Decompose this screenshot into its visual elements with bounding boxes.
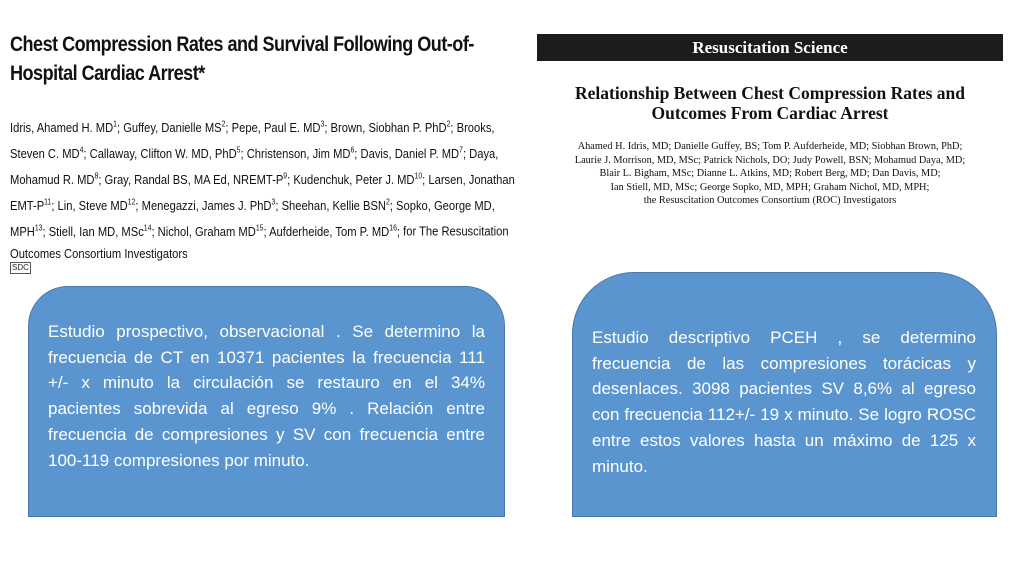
author-affiliation: 11 [44, 197, 52, 207]
left-summary-text: Estudio prospectivo, observacional . Se determino la frecuencia de CT en 10371 pacientes la frecuencia 111 +/- x minuto la circulación se restauro en el 34% pacientes sobrevida al egreso 9% . Relación entre frecuencia de compresiones y SV con frecuencia entre 100-119 compresiones por minuto. [48, 322, 485, 470]
left-article-authors [10, 114, 517, 266]
author-affiliation: 7 [459, 145, 463, 155]
left-consortium: for The Resuscitation Outcomes Consortium Investigators [10, 223, 509, 262]
author-name: Brooks, Steven C. MD [10, 120, 495, 162]
author-affiliation: 13 [34, 223, 43, 233]
author-affiliation: 10 [414, 171, 423, 181]
left-author-list: Idris, Ahamed H. $MD^1$; Guffey, Danielle $MS^2$; Pepe, Paul E. $MD^3$; Brown, Siobhan P. PhD$^2$; Brooks, Steven C. $MD^4$; Callaway, Clifton W. MD, PhD$^5$; Christenson, Jim $MD^6$; Davis, Daniel P. $MD^7$; Daya, Mohamud R. $MD^8$; Gray, Randal BS, MA Ed, NREMT-$P^9$; Kudenchuk, Peter J. MD$^{10}$; Larsen, Jonathan EMT-$P^{11}$; Lin, Steve MD$^{12}$; Menegazzi, James J. PhD$^3$; Sheehan, Kellie BSN$^2$; Sopko, George MD, MPH$^{13}$; Stiell, Ian MD, MSc$^{14}$; Nichol, Graham MD$^{15}$; Aufderheide, Tom P. MD$^{16}$; [10, 120, 515, 239]
author-affiliation: 2 [446, 120, 451, 129]
author-affiliation: 15 [255, 223, 264, 233]
author-name: Menegazzi, James J. PhD [141, 197, 272, 213]
author-name: Stiell, Ian MD, MSc [48, 223, 144, 239]
author-affiliation: 1 [113, 120, 117, 129]
author-affiliation: 9 [283, 171, 288, 181]
author-name: Larsen, Jonathan EMT-P [10, 171, 515, 213]
right-author-line: Laurie J. Morrison, MD, MSc; Patrick Nichols, DO; Judy Powell, BSN; Mohamud Daya, MD; [574, 154, 966, 166]
author-affiliation: 5 [236, 145, 241, 155]
right-author-line: Ahamed H. Idris, MD; Danielle Guffey, BS; Tom P. Aufderheide, MD; Siobhan Brown, PhD; [577, 141, 963, 152]
right-author-line: the Resuscitation Outcomes Consortium (ROC) Investigators [643, 195, 897, 206]
author-name: Idris, Ahamed H. MD [10, 120, 114, 136]
right-article-title: Relationship Between Chest Compression Rates and Outcomes From Cardiac Arrest [574, 83, 966, 123]
author-affiliation: 2 [221, 120, 226, 129]
right-author-line: Blair L. Bigham, MSc; Dianne L. Atkins, MD; Robert Berg, MD; Dan Davis, MD; [599, 168, 941, 179]
author-name: Nichol, Graham MD [157, 223, 256, 239]
right-summary-text: Estudio descriptivo PCEH , se determino frecuencia de las compresiones torácicas y desenlaces. 3098 pacientes SV 8,6% al egreso con frecuencia 112+/- 19 x minuto. Se logro ROSC entre estos valores hasta un máximo de 125 x minuto. [592, 328, 976, 476]
author-affiliation: 14 [143, 223, 152, 233]
author-name: Gray, Randal BS, MA Ed, NREMT-P [104, 171, 284, 187]
right-author-line: Ian Stiell, MD, MSc; George Sopko, MD, MPH; Graham Nichol, MD, MPH; [610, 181, 930, 193]
author-name: Daya, Mohamud R. MD [10, 146, 499, 187]
author-name: Sheehan, Kellie BSN [281, 197, 386, 213]
author-name: Sopko, George MD, MPH [10, 197, 495, 239]
right-article-authors [545, 140, 995, 208]
author-affiliation: 6 [350, 145, 355, 155]
author-name: Callaway, Clifton W. MD, PhD [89, 146, 237, 162]
author-name: Pepe, Paul E. MD [231, 120, 321, 136]
author-name: Christenson, Jim MD [246, 146, 351, 162]
author-name: Lin, Steve MD [57, 197, 128, 213]
author-affiliation: 12 [127, 197, 136, 207]
author-name: Aufderheide, Tom P. MD [269, 223, 390, 239]
sdc-badge[interactable]: SDC [12, 263, 29, 272]
section-banner: Resuscitation Science [537, 34, 1003, 61]
author-affiliation: 3 [320, 120, 325, 129]
author-name: Guffey, Danielle MS [123, 120, 222, 136]
author-name: Brown, Siobhan P. PhD [330, 120, 447, 136]
left-summary-callout [28, 286, 505, 517]
author-affiliation: 16 [389, 223, 397, 233]
author-name: Kudenchuk, Peter J. MD [293, 171, 415, 187]
author-affiliation: 3 [271, 197, 276, 207]
author-affiliation: 8 [94, 171, 99, 181]
author-affiliation: 2 [385, 197, 390, 207]
left-article-title: Chest Compression Rates and Survival Following Out-of-Hospital Cardiac Arrest* [10, 33, 474, 85]
author-affiliation: 4 [79, 145, 84, 155]
right-summary-callout [572, 272, 997, 517]
author-name: Davis, Daniel P. MD [360, 146, 460, 162]
